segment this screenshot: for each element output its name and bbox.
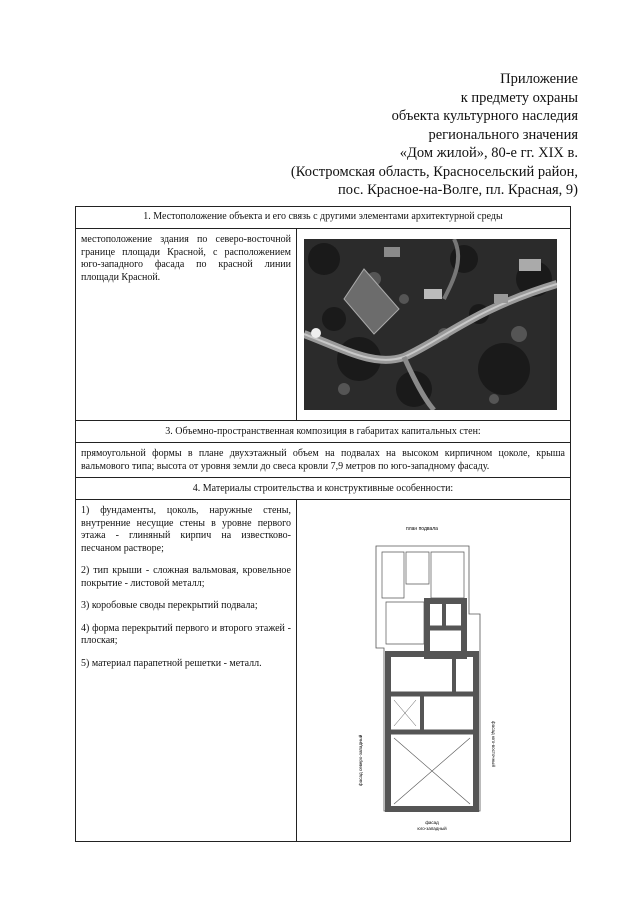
- aerial-map-graphic: [304, 239, 557, 410]
- facade-label-southwest-2: юго-западный: [417, 826, 447, 831]
- header-line: к предмету охраны: [460, 89, 578, 106]
- list-item: 4) форма перекрытий первого и второго этажей - плоская;: [81, 622, 291, 646]
- list-item: 3) коробовые своды перекрытий подвала;: [81, 600, 258, 611]
- composition-description: прямоугольной формы в плане двухэтажный объем на подвалах на высоком кирпичном цоколе, крыша вальмового типа; высота от уровня земли до свеса кровли 7,9 метров по юго-западному фасаду.: [81, 448, 565, 472]
- section-title: 1. Местоположение объекта и его связь с другими элементами архитектурной среды: [143, 211, 503, 222]
- header-line: пос. Красное-на-Волге, пл. Красная, 9): [338, 182, 578, 198]
- section-title: 4. Материалы строительства и конструктивные особенности:: [192, 483, 454, 494]
- section-materials: [76, 478, 570, 841]
- section-title: 3. Объемно-пространственная композиция в габаритах капитальных стен:: [165, 426, 481, 437]
- protection-table: [75, 206, 571, 842]
- facade-label-northwest: фасад северо-западный: [358, 734, 363, 786]
- section-location: [76, 207, 570, 421]
- plan-title: план подвала: [406, 526, 438, 532]
- facade-label-southwest-1: фасад: [425, 820, 439, 825]
- section-composition: [76, 421, 570, 478]
- divider: [296, 499, 297, 841]
- document-header: [291, 70, 578, 200]
- facade-label-southeast: фасад юго-восточный: [491, 721, 496, 767]
- basement-plan: [304, 506, 557, 836]
- list-item: 1) фундаменты, цоколь, наружные стены, внутренние несущие стены в уровне первого этажа - глиняный кирпич на известково-песчаном растворе;: [81, 505, 291, 554]
- header-line: Приложение: [500, 71, 578, 87]
- header-line: регионального значения: [428, 126, 578, 143]
- header-line: «Дом жилой», 80-е гг. XIX в.: [399, 145, 578, 161]
- header-line: (Костромская область, Красносельский район,: [290, 163, 578, 180]
- divider: [296, 228, 297, 420]
- basement-plan-drawing: [304, 506, 557, 836]
- location-description: местоположение здания по северо-восточной границе площади Красной, с расположением юго-западного фасада по красной линии площади Красной.: [81, 234, 291, 283]
- divider: [76, 442, 570, 443]
- divider: [76, 228, 570, 229]
- list-item: 2) тип крыши - сложная вальмовая, кровельное покрытие - листовой металл;: [81, 565, 291, 589]
- divider: [76, 499, 570, 500]
- aerial-map-image: [304, 239, 557, 410]
- materials-list: [81, 505, 291, 680]
- header-line: объекта культурного наследия: [391, 108, 578, 124]
- list-item: 5) материал парапетной решетки - металл.: [81, 657, 262, 669]
